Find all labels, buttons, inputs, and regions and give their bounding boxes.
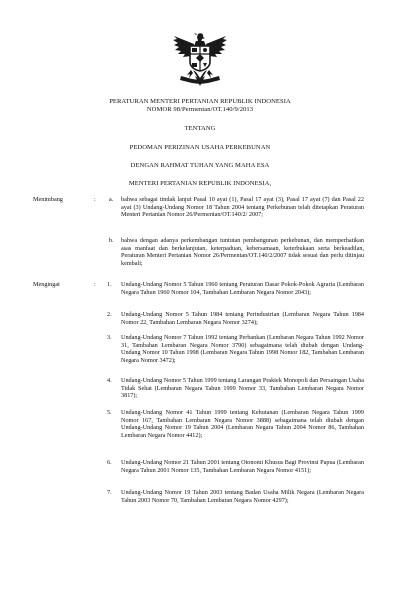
regulation-subject: PEDOMAN PERIZINAN USAHA PERKEBUNAN: [129, 144, 271, 151]
mengingat-marker-4: 4.: [107, 377, 112, 384]
menimbang-marker-a: a.: [109, 196, 114, 203]
tentang-heading: TENTANG: [184, 125, 216, 132]
mengingat-item-3: Undang-Undang Nomor 7 Tahun 1992 tentang Perbankan (Lembaran Negara Tahun 1992 Nomor 31, Tambahan Lembaran Negara Nomor 3790) sebagaimana telah diubah dengan Undang-Undang Nomor 10 Tahun 1998 (Lembaran Negara Tahun 1998 Nomor 182, Tambahan Lembaran Negara Nomor 3472);: [121, 334, 364, 364]
mengingat-item-6: Undang-Undang Nomor 21 Tahun 2001 tentang Otonomi Khusus Bagi Provinsi Papua (Lembaran Negara Tahun 2001 Nomor 135, Tambahan Lembaran Negara Nomor 4151);: [121, 459, 364, 474]
invocation-line: DENGAN RAHMAT TUHAN YANG MAHA ESA: [130, 162, 270, 169]
minister-line: MENTERI PERTANIAN REPUBLIK INDONESIA,: [128, 180, 272, 187]
regulation-number: NOMOR 98/Permentan/OT.140/9/2013: [146, 106, 254, 113]
menimbang-label: Menimbang: [33, 196, 63, 203]
mengingat-item-1: Undang-Undang Nomor 5 Tahun 1960 tentang Peraturan Dasar Pokok-Pokok Agraria (Lembaran Negara Tahun 1960 Nomor 104, Tambahan Lembaran Negara Nomor 2043);: [121, 281, 364, 296]
mengingat-label: Mengingat: [33, 281, 60, 288]
mengingat-marker-6: 6.: [107, 459, 112, 466]
menimbang-marker-b: b.: [109, 237, 114, 244]
mengingat-marker-2: 2.: [107, 311, 112, 318]
mengingat-marker-5: 5.: [107, 409, 112, 416]
mengingat-marker-3: 3.: [107, 334, 112, 341]
mengingat-item-2: Undang-Undang Nomor 5 Tahun 1984 tentang Perindustrian (Lembaran Negara Tahun 1984 Nomor 22, Tambahan Lembaran Negara Nomor 3274);: [121, 311, 364, 326]
mengingat-item-4: Undang-Undang Nomor 5 Tahun 1999 tentang Larangan Praktek Monopoli dan Persaingan Usaha Tidak Sehat (Lembaran Negara Tahun 1999 Nomor 33, Tambahan Lembaran Negara Nomor 3817);: [121, 377, 364, 400]
mengingat-marker-1: 1.: [107, 281, 112, 288]
mengingat-item-7: Undang-Undang Nomor 19 Tahun 2003 tentang Badan Usaha Milik Negara (Lembaran Negara Tahun 2003 Nomor 70, Tambahan Lembaran Negara Nomor 4297);: [121, 489, 364, 504]
regulation-title-line: PERATURAN MENTERI PERTANIAN REPUBLIK INDONESIA: [109, 98, 291, 105]
mengingat-colon: :: [94, 281, 96, 288]
menimbang-item-b: bahwa dengan adanya perkembangan tuntutan pembangunan perkebunan, dan memperhatikan asas manfaat dan berkelanjutan, keterpaduan, kebersamaan, keterbukaan serta berkeadilan, Peraturan Menteri Pertanian Nomor 26/Permentan/OT.140/2/2007 tidak sesuai dan perlu ditinjau kembali;: [121, 237, 364, 267]
mengingat-marker-7: 7.: [107, 489, 112, 496]
garuda-emblem-icon: [172, 32, 228, 90]
mengingat-item-5: Undang-Undang Nomor 41 Tahun 1999 tentang Kehutanan (Lembaran Negara Tahun 1999 Nomor 167, Tambahan Lembaran Negara Nomor 3888) sebagaimana telah diubah dengan Undang-Undang Nomor 19 Tahun 2004 (Lembaran Negara Tahun 2004 Nomor 86, Tambahan Lembaran Negara Nomor 4412);: [121, 409, 364, 439]
menimbang-colon: :: [94, 196, 96, 203]
menimbang-item-a: bahwa sebagai tindak lanjut Pasal 10 ayat (1), Pasal 17 ayat (3), Pasal 17 ayat (7) dan Pasal 22 ayat (3) Undang-Undang Nomor 18 Tahun 2004 tentang Perkebunan telah ditetapkan Peraturan Menteri Pertanian Nomor 26/Permentan/OT.140/2/ 2007;: [121, 196, 364, 219]
